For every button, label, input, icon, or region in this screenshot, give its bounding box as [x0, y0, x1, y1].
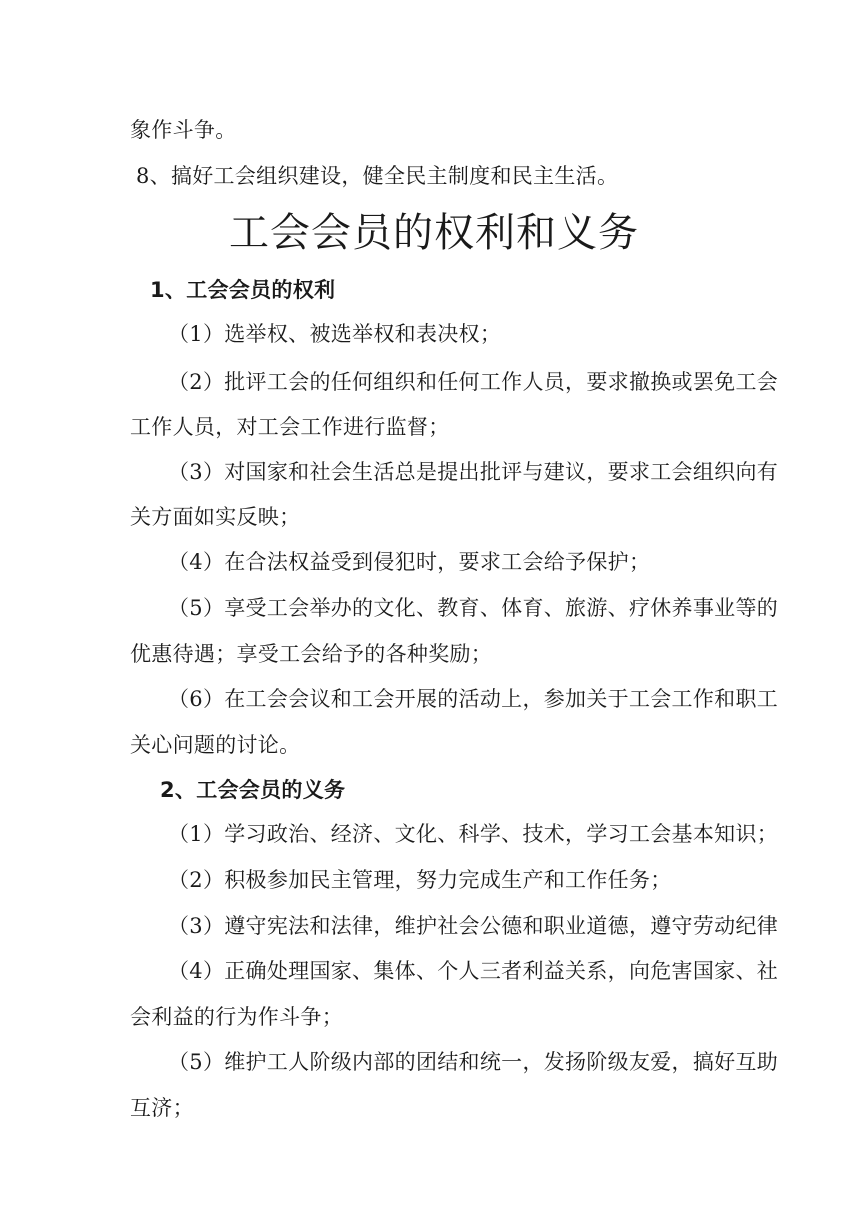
rights-line: （4）在合法权益受到侵犯时，要求工会给予保护；: [168, 550, 651, 574]
rights-line: （6）在工会会议和工会开展的活动上，参加关于工会工作和职工: [168, 687, 779, 711]
rights-line: （5）享受工会举办的文化、教育、体育、旅游、疗休养事业等的: [168, 596, 779, 620]
duties-line: （1）学习政治、经济、文化、科学、技术，学习工会基本知识；: [168, 822, 779, 846]
duties-line: 互济；: [130, 1096, 194, 1120]
rights-line: （3）对国家和社会生活总是提出批评与建议，要求工会组织向有: [168, 460, 779, 484]
duties-line: （2）积极参加民主管理，努力完成生产和工作任务；: [168, 868, 672, 892]
duties-line: （3）遵守宪法和法律，维护社会公德和职业道德，遵守劳动纪律: [168, 914, 779, 938]
rights-line: （1）选举权、被选举权和表决权；: [168, 322, 502, 346]
duties-line: （5）维护工人阶级内部的团结和统一，发扬阶级友爱，搞好互助: [168, 1050, 779, 1074]
duties-line: （4）正确处理国家、集体、个人三者利益关系，向危害国家、社: [168, 959, 779, 983]
page-title: 工会会员的权利和义务: [229, 210, 639, 256]
rights-line: 工作人员，对工会工作进行监督；: [130, 415, 450, 439]
rights-line: 优惠待遇；享受工会给予的各种奖励；: [130, 642, 493, 666]
duties-heading: 2、工会会员的义务: [160, 778, 346, 802]
rights-line: 关方面如实反映；: [130, 505, 301, 529]
duties-line: 会利益的行为作斗争；: [130, 1005, 343, 1029]
rights-line: （2）批评工会的任何组织和任何工作人员，要求撤换或罢免工会: [168, 370, 779, 394]
intro-line-2: 8、搞好工会组织建设，健全民主制度和民主生活。: [136, 164, 619, 188]
rights-heading: 1、工会会员的权利: [150, 278, 336, 302]
rights-line: 关心问题的讨论。: [130, 733, 301, 757]
intro-line-1: 象作斗争。: [130, 118, 237, 142]
